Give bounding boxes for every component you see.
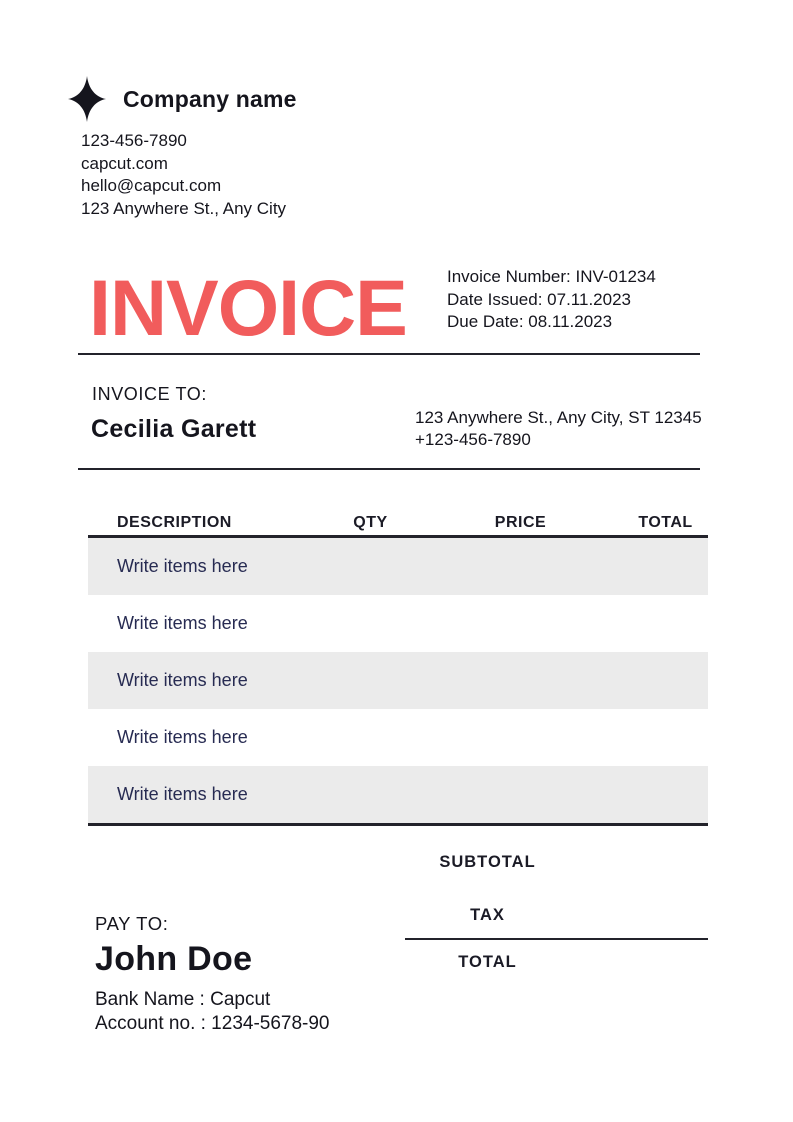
- totals-section: [405, 853, 708, 972]
- pay-to-name: John Doe: [95, 940, 253, 978]
- tax-row: [405, 906, 708, 940]
- company-name: Company name: [123, 85, 297, 112]
- table-row: [88, 766, 708, 826]
- company-email: hello@capcut.com: [81, 176, 222, 195]
- divider-top: [78, 353, 700, 355]
- table-row: [88, 709, 708, 766]
- company-website: capcut.com: [81, 153, 168, 173]
- column-header-description: DESCRIPTION: [117, 514, 232, 531]
- due-date: Due Date: 08.11.2023: [447, 312, 613, 331]
- bank-name: Bank Name : Capcut: [95, 989, 271, 1010]
- items-table-header: [88, 494, 708, 538]
- column-header-total: TOTAL: [638, 514, 693, 531]
- company-logo-block: [68, 76, 297, 122]
- total-label: TOTAL: [458, 953, 517, 971]
- invoice-meta-block: [447, 266, 656, 334]
- item-description-cell[interactable]: Write items here: [117, 727, 248, 747]
- bill-to-phone: +123-456-7890: [415, 429, 531, 449]
- bill-to-address-line: 123 Anywhere St., Any City, ST 12345: [415, 408, 702, 427]
- invoice-title: INVOICE: [89, 263, 407, 352]
- pay-to-section: [95, 913, 330, 1036]
- divider-billto: [78, 468, 700, 470]
- company-contact-block: [81, 130, 286, 220]
- item-description-cell[interactable]: Write items here: [117, 556, 248, 576]
- table-row: [88, 595, 708, 652]
- invoice-number: Invoice Number: INV-01234: [447, 267, 656, 286]
- tax-label: TAX: [470, 906, 505, 924]
- table-row: [88, 652, 708, 709]
- bill-to-address-block: [415, 407, 702, 450]
- item-description-cell[interactable]: Write items here: [117, 784, 248, 804]
- date-issued: Date Issued: 07.11.2023: [447, 289, 631, 309]
- column-header-qty: QTY: [353, 514, 388, 531]
- column-header-price: PRICE: [494, 514, 547, 531]
- pay-to-label: PAY TO:: [95, 913, 169, 934]
- bill-to-label: INVOICE TO:: [92, 384, 207, 404]
- items-table: [88, 494, 708, 826]
- company-address: 123 Anywhere St., Any City: [81, 198, 287, 218]
- bill-to-name: Cecilia Garett: [91, 415, 257, 443]
- account-number: Account no. : 1234-5678-90: [95, 1013, 330, 1034]
- item-description-cell[interactable]: Write items here: [117, 613, 248, 633]
- table-row: [88, 538, 708, 595]
- sparkle-icon: [68, 76, 106, 122]
- company-phone: 123-456-7890: [81, 131, 187, 150]
- subtotal-label: SUBTOTAL: [439, 853, 536, 871]
- item-description-cell[interactable]: Write items here: [117, 670, 248, 690]
